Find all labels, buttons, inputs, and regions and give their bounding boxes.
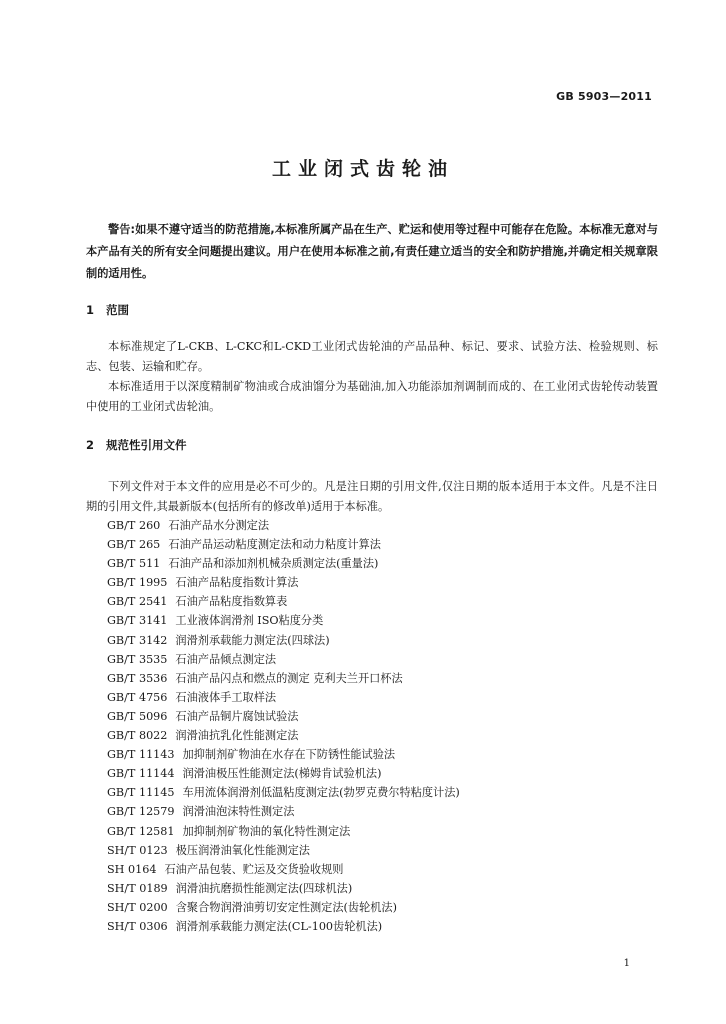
- reference-title: 润滑油泡沫特性测定法: [182, 805, 295, 819]
- reference-code: GB/T 1995: [107, 576, 168, 590]
- reference-item: [107, 611, 460, 630]
- page-number: 1: [623, 958, 630, 969]
- reference-item: [107, 783, 460, 802]
- reference-item: [107, 822, 460, 841]
- reference-item: [107, 764, 460, 783]
- reference-title: 石油产品倾点测定法: [175, 652, 277, 666]
- reference-code: SH/T 0189: [107, 881, 168, 895]
- reference-code: GB/T 8022: [107, 729, 168, 743]
- references-intro-paragraph: 下列文件对于本文件的应用是必不可少的。凡是注日期的引用文件,仅注日期的版本适用于本文件。凡是不注日期的引用文件,其最新版本(包括所有的修改单)适用于本标准。: [86, 480, 658, 513]
- reference-title: 含聚合物润滑油剪切安定性测定法(齿轮机法): [175, 900, 397, 914]
- reference-item: [107, 879, 460, 898]
- reference-code: GB/T 2541: [107, 595, 168, 609]
- reference-code: GB/T 11143: [107, 748, 175, 762]
- reference-code: GB/T 11144: [107, 767, 175, 781]
- reference-item: [107, 573, 460, 592]
- reference-item: [107, 535, 460, 554]
- reference-item: [107, 898, 460, 917]
- reference-item: [107, 917, 460, 936]
- reference-item: [107, 707, 460, 726]
- reference-code: SH/T 0200: [107, 900, 168, 914]
- section-title: 范围: [106, 303, 129, 317]
- reference-title: 润滑油抗乳化性能测定法: [175, 729, 299, 743]
- reference-code: SH/T 0306: [107, 919, 168, 933]
- standard-code: GB 5903—2011: [556, 90, 652, 103]
- reference-title: 加抑制剂矿物油在水存在下防锈性能试验法: [182, 748, 396, 762]
- reference-item: [107, 554, 460, 573]
- reference-item: [107, 650, 460, 669]
- scope-paragraph: 本标准适用于以深度精制矿物油或合成油馏分为基础油,加入功能添加剂调制而成的、在工业闭式齿轮传动装置中使用的工业闭式齿轮油。: [86, 380, 658, 413]
- reference-title: 极压润滑油氧化性能测定法: [175, 843, 310, 857]
- reference-title: 润滑剂承载能力测定法(四球法): [175, 633, 330, 647]
- section-heading-scope: [86, 302, 129, 318]
- section-title: 规范性引用文件: [106, 438, 187, 452]
- reference-item: [107, 745, 460, 764]
- reference-item: [107, 631, 460, 650]
- reference-code: SH 0164: [107, 862, 157, 876]
- reference-item: [107, 802, 460, 821]
- reference-item: [107, 669, 460, 688]
- reference-title: 石油产品粘度指数算表: [175, 595, 288, 609]
- reference-title: 石油液体手工取样法: [175, 690, 277, 704]
- reference-item: [107, 726, 460, 745]
- reference-title: 石油产品水分测定法: [168, 519, 270, 532]
- reference-title: 车用流体润滑剂低温粘度测定法(勃罗克费尔特粘度计法): [182, 786, 460, 800]
- section-number: 1: [86, 303, 95, 317]
- reference-title: 石油产品闪点和燃点的测定 克利夫兰开口杯法: [175, 671, 403, 685]
- reference-item: [107, 592, 460, 611]
- reference-code: GB/T 12579: [107, 805, 175, 819]
- reference-code: GB/T 11145: [107, 786, 175, 800]
- reference-item: [107, 841, 460, 860]
- warning-paragraph: 警告:如果不遵守适当的防范措施,本标准所属产品在生产、贮运和使用等过程中可能存在危险。本标准无意对与本产品有关的所有安全问题提出建议。用户在使用本标准之前,有责任建立适当的安全和防护措施,并确定相关规章限制的适用性。: [86, 223, 658, 280]
- reference-code: GB/T 265: [107, 538, 161, 552]
- reference-title: 润滑剂承载能力测定法(CL-100齿轮机法): [175, 919, 383, 933]
- section-number: 2: [86, 438, 95, 452]
- reference-title: 润滑油抗磨损性能测定法(四球机法): [175, 881, 353, 895]
- reference-list: [107, 516, 460, 936]
- reference-code: GB/T 260: [107, 519, 161, 532]
- reference-title: 石油产品包装、贮运及交货验收规则: [164, 862, 344, 876]
- reference-title: 石油产品和添加剂机械杂质测定法(重量法): [168, 557, 379, 571]
- reference-code: GB/T 3142: [107, 633, 168, 647]
- reference-title: 石油产品铜片腐蚀试验法: [175, 709, 299, 723]
- reference-code: GB/T 3141: [107, 614, 168, 628]
- reference-item: [107, 688, 460, 707]
- reference-code: GB/T 12581: [107, 824, 175, 838]
- reference-title: 石油产品粘度指数计算法: [175, 576, 299, 590]
- reference-title: 润滑油极压性能测定法(梯姆肯试验机法): [182, 767, 382, 781]
- reference-item: [107, 516, 460, 535]
- scope-paragraph: 本标准规定了L-CKB、L-CKC和L-CKD工业闭式齿轮油的产品品种、标记、要求、试验方法、检验规则、标志、包装、运输和贮存。: [86, 340, 658, 373]
- reference-code: GB/T 3535: [107, 652, 168, 666]
- reference-title: 工业液体润滑剂 ISO粘度分类: [175, 614, 324, 628]
- reference-title: 石油产品运动粘度测定法和动力粘度计算法: [168, 538, 381, 552]
- reference-code: GB/T 5096: [107, 709, 168, 723]
- reference-title: 加抑制剂矿物油的氧化特性测定法: [182, 824, 351, 838]
- document-title: 工业闭式齿轮油: [271, 158, 454, 180]
- reference-code: GB/T 511: [107, 557, 161, 571]
- reference-code: GB/T 4756: [107, 690, 168, 704]
- section-heading-references: [86, 437, 187, 453]
- reference-code: SH/T 0123: [107, 843, 168, 857]
- reference-code: GB/T 3536: [107, 671, 168, 685]
- reference-item: [107, 860, 460, 879]
